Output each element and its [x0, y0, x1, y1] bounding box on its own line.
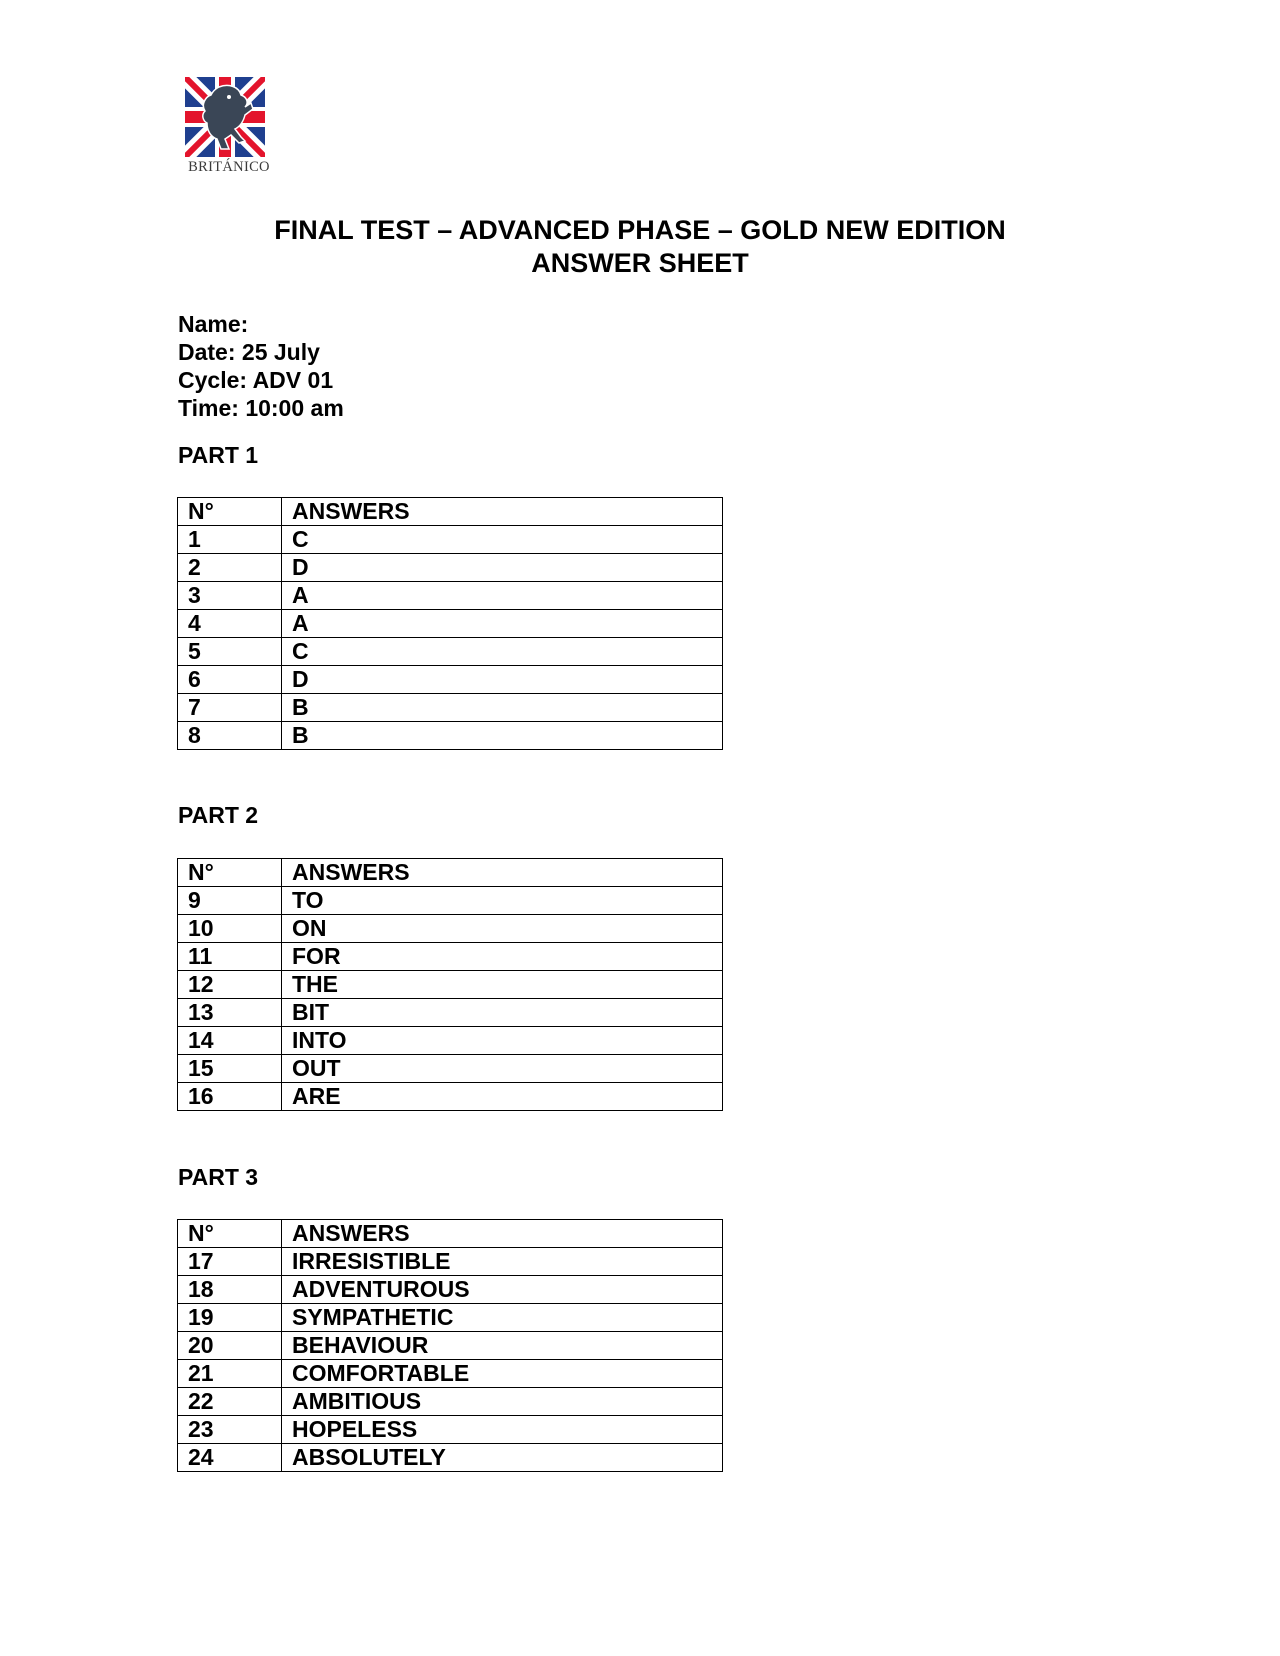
row-answer: SYMPATHETIC — [282, 1304, 723, 1332]
row-number: 6 — [178, 666, 282, 694]
table-header-row — [178, 1220, 723, 1248]
row-number: 24 — [178, 1444, 282, 1472]
table-row — [178, 999, 723, 1027]
table-row — [178, 1027, 723, 1055]
table-row — [178, 694, 723, 722]
row-number: 4 — [178, 610, 282, 638]
date-line: Date: 25 July — [178, 339, 320, 365]
row-number: 18 — [178, 1276, 282, 1304]
table-row — [178, 638, 723, 666]
table-row — [178, 1444, 723, 1472]
row-answer: ARE — [282, 1083, 723, 1111]
part-2-label: PART 2 — [178, 802, 259, 828]
britanico-logo — [185, 77, 273, 176]
row-answer: FOR — [282, 943, 723, 971]
row-number: 5 — [178, 638, 282, 666]
table-row — [178, 1388, 723, 1416]
row-number: 8 — [178, 722, 282, 750]
row-answer: B — [282, 722, 723, 750]
row-number: 16 — [178, 1083, 282, 1111]
row-answer: BEHAVIOUR — [282, 1332, 723, 1360]
table-row — [178, 915, 723, 943]
num-column-header: N° — [178, 1220, 282, 1248]
row-number: 19 — [178, 1304, 282, 1332]
table-header-row — [178, 859, 723, 887]
row-number: 7 — [178, 694, 282, 722]
row-number: 22 — [178, 1388, 282, 1416]
row-number: 2 — [178, 554, 282, 582]
num-column-header: N° — [178, 859, 282, 887]
logo-wordmark: BRITÁNICO — [188, 159, 270, 175]
row-answer: A — [282, 610, 723, 638]
answers-column-header: ANSWERS — [282, 859, 723, 887]
row-number: 23 — [178, 1416, 282, 1444]
row-answer: BIT — [282, 999, 723, 1027]
row-answer: A — [282, 582, 723, 610]
row-answer: HOPELESS — [282, 1416, 723, 1444]
answers-column-header: ANSWERS — [282, 1220, 723, 1248]
table-row — [178, 943, 723, 971]
table-row — [178, 582, 723, 610]
part-1-label: PART 1 — [178, 442, 259, 468]
page-title: FINAL TEST – ADVANCED PHASE – GOLD NEW EDITION — [274, 215, 1006, 245]
row-answer: ON — [282, 915, 723, 943]
row-number: 21 — [178, 1360, 282, 1388]
row-answer: D — [282, 554, 723, 582]
row-number: 14 — [178, 1027, 282, 1055]
row-number: 20 — [178, 1332, 282, 1360]
table-header-row — [178, 498, 723, 526]
table-row — [178, 554, 723, 582]
union-jack-lion-icon — [185, 77, 265, 157]
table-row — [178, 526, 723, 554]
table-row — [178, 1332, 723, 1360]
row-answer: D — [282, 666, 723, 694]
table-row — [178, 610, 723, 638]
row-answer: IRRESISTIBLE — [282, 1248, 723, 1276]
part-2-answer-table — [177, 858, 723, 1111]
cycle-line: Cycle: ADV 01 — [178, 367, 334, 393]
row-number: 11 — [178, 943, 282, 971]
part-3-answer-table — [177, 1219, 723, 1472]
table-row — [178, 1083, 723, 1111]
row-answer: TO — [282, 887, 723, 915]
table-row — [178, 887, 723, 915]
time-line: Time: 10:00 am — [178, 395, 344, 421]
row-number: 10 — [178, 915, 282, 943]
table-row — [178, 1304, 723, 1332]
table-row — [178, 1276, 723, 1304]
row-answer: OUT — [282, 1055, 723, 1083]
row-number: 3 — [178, 582, 282, 610]
row-number: 15 — [178, 1055, 282, 1083]
table-row — [178, 1416, 723, 1444]
answers-column-header: ANSWERS — [282, 498, 723, 526]
table-row — [178, 971, 723, 999]
part-3-label: PART 3 — [178, 1164, 259, 1190]
row-answer: ABSOLUTELY — [282, 1444, 723, 1472]
num-column-header: N° — [178, 498, 282, 526]
row-answer: COMFORTABLE — [282, 1360, 723, 1388]
row-number: 1 — [178, 526, 282, 554]
row-number: 12 — [178, 971, 282, 999]
row-answer: THE — [282, 971, 723, 999]
row-answer: INTO — [282, 1027, 723, 1055]
part-1-answer-table — [177, 497, 723, 750]
row-answer: ADVENTUROUS — [282, 1276, 723, 1304]
row-answer: C — [282, 638, 723, 666]
table-row — [178, 666, 723, 694]
page-subtitle: ANSWER SHEET — [531, 248, 749, 278]
name-line: Name: — [178, 311, 249, 337]
table-row — [178, 1360, 723, 1388]
table-row — [178, 1055, 723, 1083]
row-number: 9 — [178, 887, 282, 915]
row-number: 17 — [178, 1248, 282, 1276]
table-row — [178, 722, 723, 750]
row-answer: C — [282, 526, 723, 554]
row-number: 13 — [178, 999, 282, 1027]
row-answer: AMBITIOUS — [282, 1388, 723, 1416]
table-row — [178, 1248, 723, 1276]
row-answer: B — [282, 694, 723, 722]
